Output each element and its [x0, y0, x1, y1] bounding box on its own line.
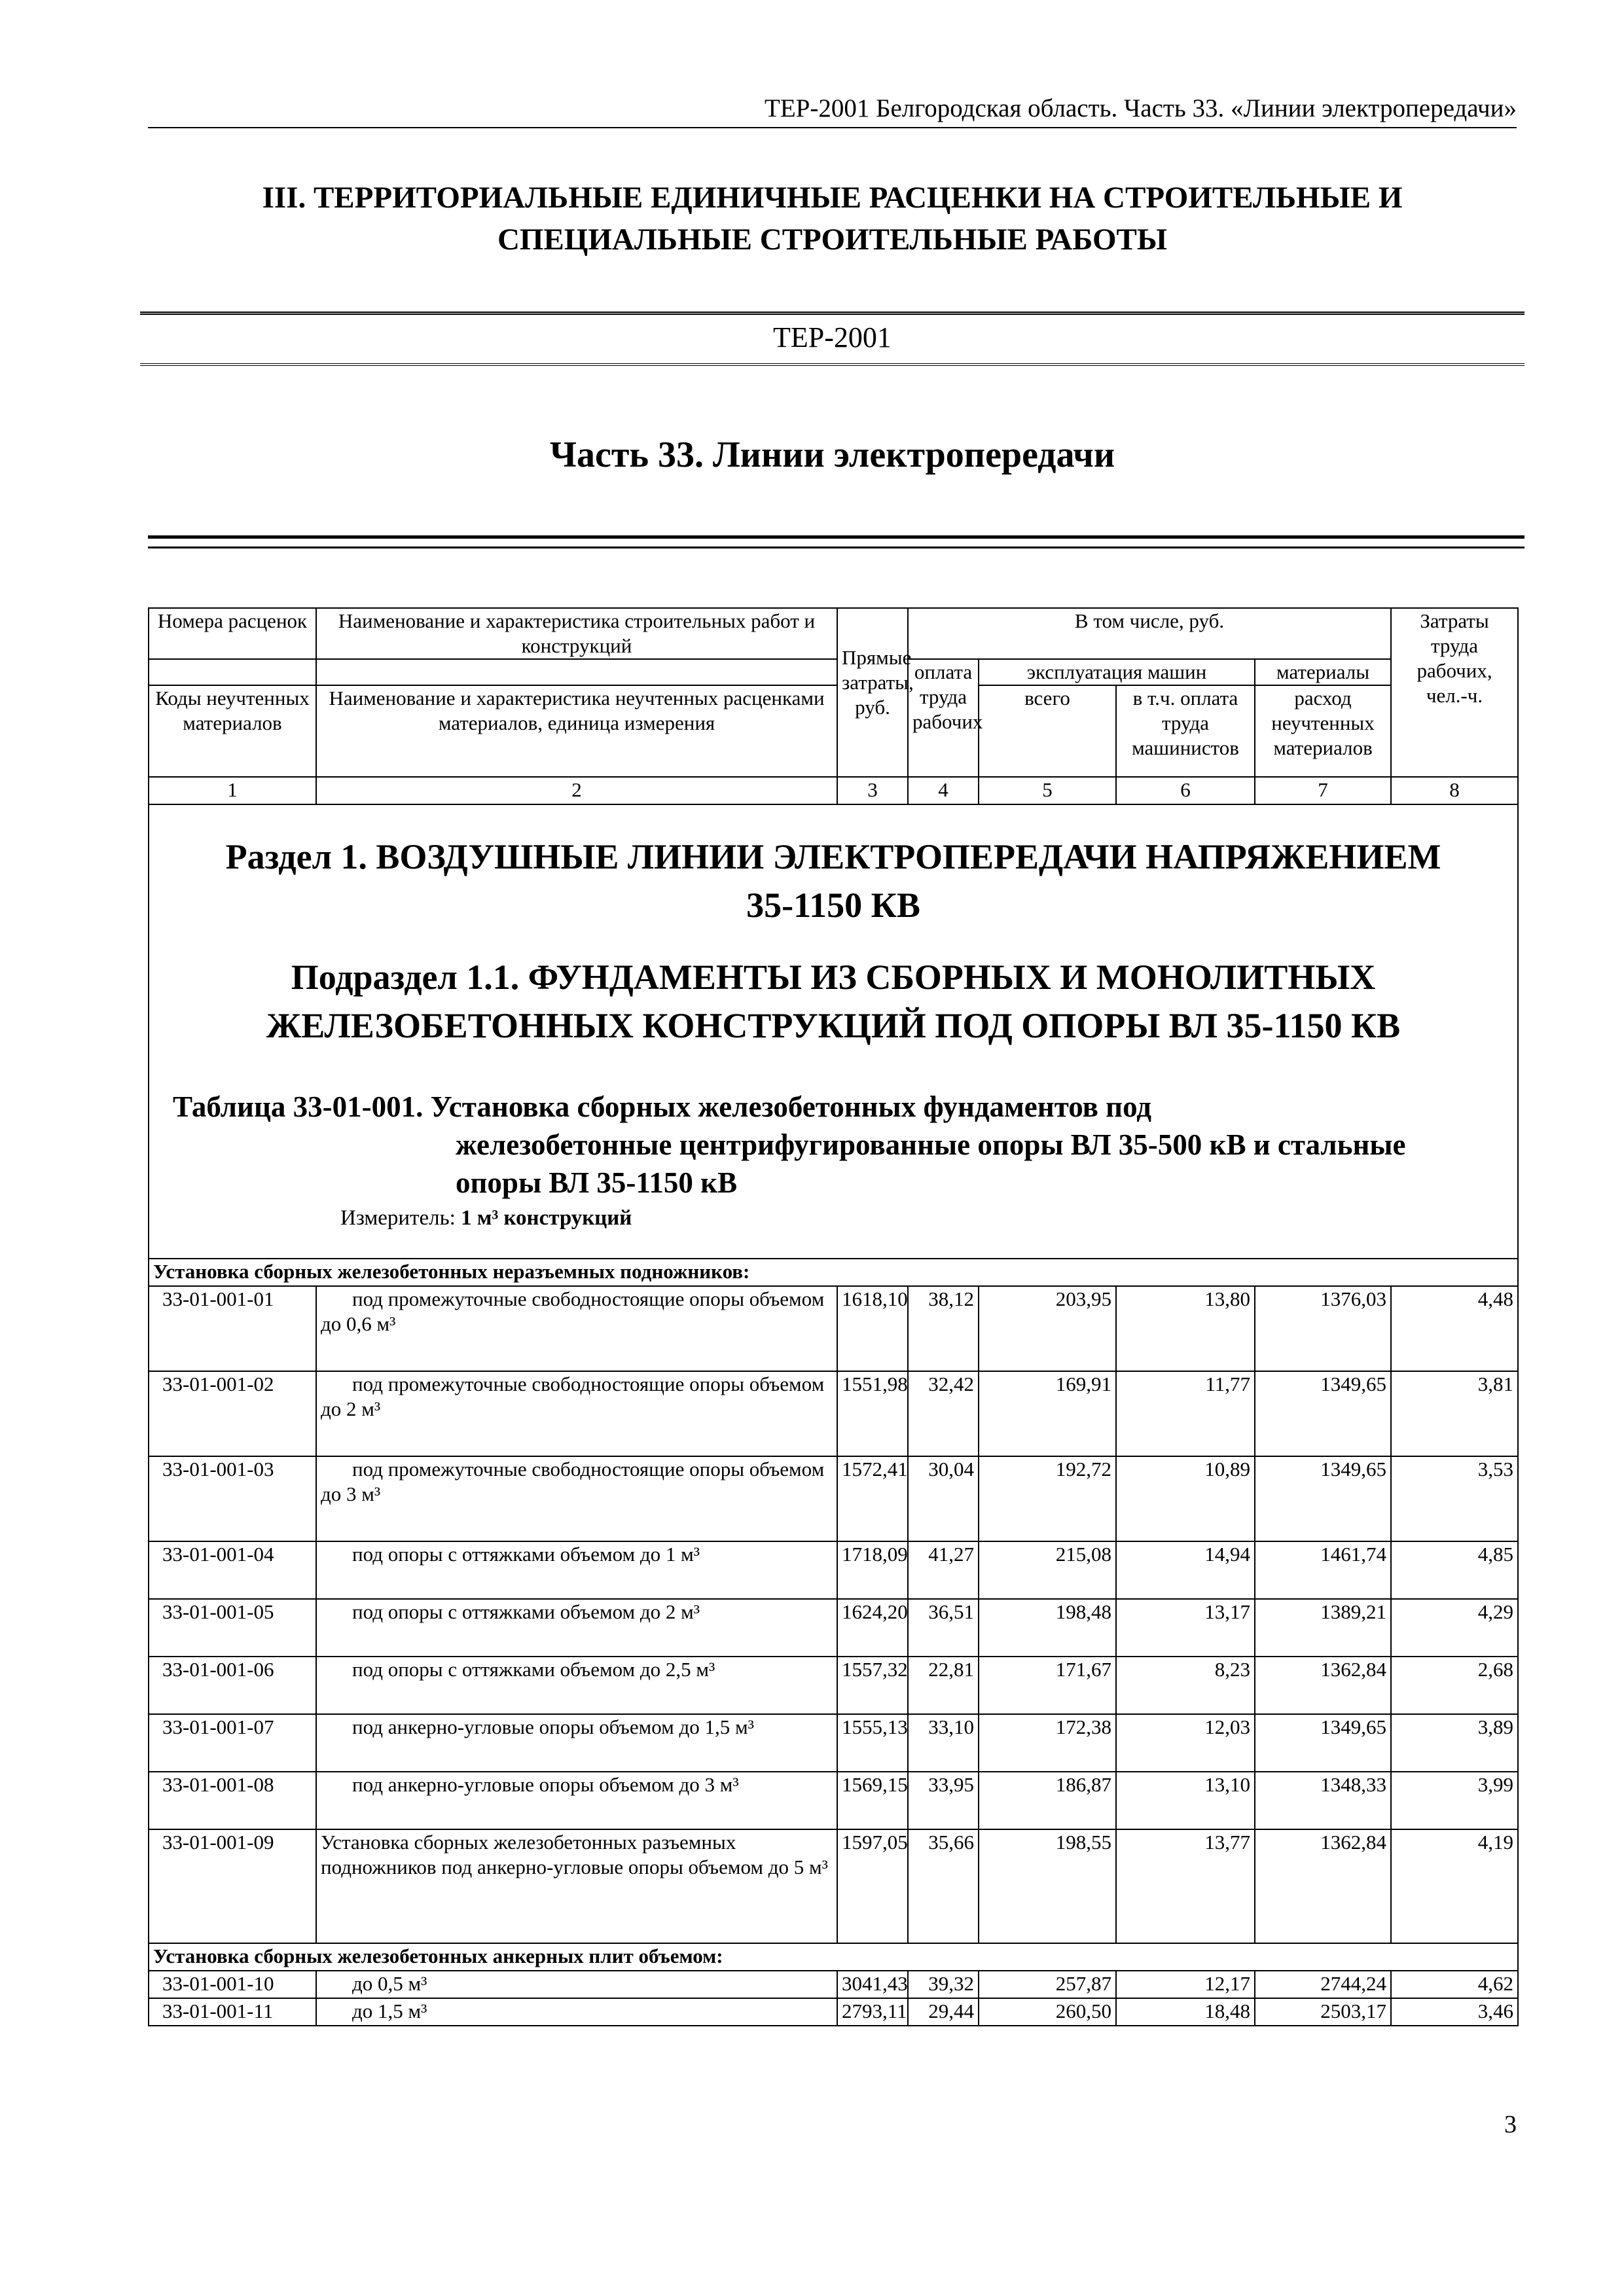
hdr-col4: оплата труда рабочих [908, 659, 979, 777]
running-header: ТЕР-2001 Белгородская область. Часть 33. «Линии электропередачи» [148, 93, 1517, 128]
group-row [149, 1259, 1518, 1286]
machinists-pay: 8,23 [1116, 1657, 1255, 1714]
labor-pay: 33,95 [908, 1772, 979, 1829]
direct-costs: 1718,09 [837, 1541, 908, 1599]
labor-pay: 22,81 [908, 1657, 979, 1714]
labor-hours: 4,62 [1391, 1971, 1518, 1998]
table-row [149, 1829, 1518, 1943]
machines-total: 198,55 [979, 1829, 1116, 1943]
table-row [149, 1456, 1518, 1541]
rate-code: 33-01-001-01 [149, 1286, 316, 1371]
direct-costs: 1597,05 [837, 1829, 908, 1943]
subsection-title [153, 953, 1513, 1050]
rates-table [148, 607, 1519, 2026]
machinists-pay: 13,77 [1116, 1829, 1255, 1943]
rate-name: до 1,5 м³ [316, 1998, 837, 2026]
machines-total: 171,67 [979, 1657, 1116, 1714]
materials-cost: 1362,84 [1255, 1829, 1391, 1943]
rate-code: 33-01-001-09 [149, 1829, 316, 1943]
labor-pay: 33,10 [908, 1714, 979, 1772]
rate-name: Установка сборных железобетонных разъемных подножников под анкерно-угловые опоры объемом до 5 м³ [316, 1829, 837, 1943]
col-number: 8 [1391, 777, 1518, 804]
direct-costs: 1618,10 [837, 1286, 908, 1371]
header-row-2 [149, 659, 1518, 685]
hdr-col1-bottom: Коды неучтенных материалов [149, 685, 316, 777]
rate-code: 33-01-001-08 [149, 1772, 316, 1829]
machines-total: 260,50 [979, 1998, 1116, 2026]
rate-name: под промежуточные свободностоящие опоры объемом до 3 м³ [316, 1456, 837, 1541]
table-row [149, 1371, 1518, 1456]
materials-cost: 1461,74 [1255, 1541, 1391, 1599]
ter-label: ТЕР-2001 [773, 321, 892, 353]
rate-name: до 0,5 м³ [316, 1971, 837, 1998]
page-number: 3 [1504, 2111, 1517, 2138]
labor-pay: 32,42 [908, 1371, 979, 1456]
hdr-col7: расход неучтенных материалов [1255, 685, 1391, 777]
labor-pay: 36,51 [908, 1599, 979, 1657]
rate-name: под опоры с оттяжками объемом до 2 м³ [316, 1599, 837, 1657]
rate-name: под промежуточные свободностоящие опоры объемом до 2 м³ [316, 1371, 837, 1456]
ter-band [140, 312, 1525, 366]
col-number: 6 [1116, 777, 1255, 804]
hdr-col6: в т.ч. оплата труда машинистов [1116, 685, 1255, 777]
machinists-pay: 11,77 [1116, 1371, 1255, 1456]
table-row [149, 1998, 1518, 2026]
direct-costs: 3041,43 [837, 1971, 908, 1998]
header-row-3 [149, 685, 1518, 777]
machines-total: 215,08 [979, 1541, 1116, 1599]
hdr-col1-spacer [149, 659, 316, 685]
rate-code: 33-01-001-11 [149, 1998, 316, 2026]
measure-unit [340, 1204, 632, 1232]
machinists-pay: 18,48 [1116, 1998, 1255, 2026]
section-title-line2: 35-1150 КВ [746, 886, 920, 925]
hdr-col5: всего [979, 685, 1116, 777]
hdr-materials: материалы [1255, 659, 1391, 685]
hdr-col2-bottom: Наименование и характеристика неучтенных расценками материалов, единица измерения [316, 685, 837, 777]
materials-cost: 1376,03 [1255, 1286, 1391, 1371]
machines-total: 186,87 [979, 1772, 1116, 1829]
table-row [149, 1971, 1518, 1998]
meter-value: 1 м³ конструкций [461, 1206, 632, 1230]
subsection-title-line1: Подраздел 1.1. ФУНДАМЕНТЫ ИЗ СБОРНЫХ И МОНОЛИТНЫХ [291, 958, 1376, 997]
labor-hours: 4,48 [1391, 1286, 1518, 1371]
labor-hours: 3,53 [1391, 1456, 1518, 1541]
direct-costs: 1555,13 [837, 1714, 908, 1772]
col-number: 3 [837, 777, 908, 804]
materials-cost: 1389,21 [1255, 1599, 1391, 1657]
labor-hours: 3,89 [1391, 1714, 1518, 1772]
rate-name: под опоры с оттяжками объемом до 2,5 м³ [316, 1657, 837, 1714]
labor-pay: 30,04 [908, 1456, 979, 1541]
materials-cost: 1349,65 [1255, 1371, 1391, 1456]
materials-cost: 1348,33 [1255, 1772, 1391, 1829]
rate-name: под анкерно-угловые опоры объемом до 1,5 м³ [316, 1714, 837, 1772]
machines-total: 172,38 [979, 1714, 1116, 1772]
direct-costs: 1624,20 [837, 1599, 908, 1657]
direct-costs: 1569,15 [837, 1772, 908, 1829]
machinists-pay: 13,80 [1116, 1286, 1255, 1371]
hdr-col1-top: Номера расценок [149, 608, 316, 659]
machinists-pay: 12,03 [1116, 1714, 1255, 1772]
labor-pay: 29,44 [908, 1998, 979, 2026]
hdr-col2-top: Наименование и характеристика строительных работ и конструкций [316, 608, 837, 659]
hdr-machines: эксплуатация машин [979, 659, 1255, 685]
meter-label: Измеритель: [340, 1206, 456, 1230]
rate-code: 33-01-001-10 [149, 1971, 316, 1998]
table-title-rest2: опоры ВЛ 35-1150 кВ [456, 1166, 738, 1199]
labor-pay: 38,12 [908, 1286, 979, 1371]
col-number: 7 [1255, 777, 1391, 804]
hdr-incl: В том числе, руб. [908, 608, 1391, 659]
rate-code: 33-01-001-02 [149, 1371, 316, 1456]
labor-pay: 41,27 [908, 1541, 979, 1599]
labor-hours: 4,19 [1391, 1829, 1518, 1943]
direct-costs: 1557,32 [837, 1657, 908, 1714]
materials-cost: 1349,65 [1255, 1456, 1391, 1541]
materials-cost: 2503,17 [1255, 1998, 1391, 2026]
direct-costs: 1551,98 [837, 1371, 908, 1456]
direct-costs: 1572,41 [837, 1456, 908, 1541]
table-row [149, 1599, 1518, 1657]
materials-cost: 1362,84 [1255, 1657, 1391, 1714]
rate-code: 33-01-001-06 [149, 1657, 316, 1714]
machinists-pay: 13,10 [1116, 1772, 1255, 1829]
machines-total: 257,87 [979, 1971, 1116, 1998]
table-title [173, 1088, 1507, 1202]
materials-cost: 2744,24 [1255, 1971, 1391, 1998]
labor-hours: 4,29 [1391, 1599, 1518, 1657]
direct-costs: 2793,11 [837, 1998, 908, 2026]
group-row [149, 1943, 1518, 1971]
machinists-pay: 13,17 [1116, 1599, 1255, 1657]
group-title: Установка сборных железобетонных анкерных плит объемом: [149, 1943, 1518, 1971]
subsection-title-line2: ЖЕЛЕЗОБЕТОННЫХ КОНСТРУКЦИЙ ПОД ОПОРЫ ВЛ 35-1150 КВ [266, 1006, 1401, 1045]
table-row [149, 1286, 1518, 1371]
rate-name: под опоры с оттяжками объемом до 1 м³ [316, 1541, 837, 1599]
group-title: Установка сборных железобетонных неразъемных подножников: [149, 1259, 1518, 1286]
hdr-col2-spacer [316, 659, 837, 685]
col-number: 1 [149, 777, 316, 804]
section-title [153, 833, 1513, 929]
labor-hours: 3,99 [1391, 1772, 1518, 1829]
rate-name: под промежуточные свободностоящие опоры объемом до 0,6 м³ [316, 1286, 837, 1371]
section-part-title: Часть 33. Линии электропередачи [549, 435, 1115, 475]
labor-hours: 4,85 [1391, 1541, 1518, 1599]
machines-total: 203,95 [979, 1286, 1116, 1371]
hdr-col3: Прямые затраты, руб. [837, 608, 908, 777]
hdr-col8: Затраты труда рабочих, чел.-ч. [1391, 608, 1518, 777]
labor-hours: 2,68 [1391, 1657, 1518, 1714]
col-number: 2 [316, 777, 837, 804]
part-title-line2: СПЕЦИАЛЬНЫЕ СТРОИТЕЛЬНЫЕ РАБОТЫ [497, 223, 1168, 257]
rate-code: 33-01-001-03 [149, 1456, 316, 1541]
table-title-lead: Таблица 33-01-001. Установка сборных железобетонных фундаментов под [173, 1090, 1152, 1123]
table-row [149, 1714, 1518, 1772]
labor-hours: 3,46 [1391, 1998, 1518, 2026]
double-rule [148, 535, 1525, 548]
machines-total: 192,72 [979, 1456, 1116, 1541]
part-title [148, 177, 1517, 260]
labor-pay: 39,32 [908, 1971, 979, 1998]
labor-pay: 35,66 [908, 1829, 979, 1943]
col-number: 4 [908, 777, 979, 804]
col-number: 5 [979, 777, 1116, 804]
labor-hours: 3,81 [1391, 1371, 1518, 1456]
rate-name: под анкерно-угловые опоры объемом до 3 м³ [316, 1772, 837, 1829]
part-title-line1: III. ТЕРРИТОРИАЛЬНЫЕ ЕДИНИЧНЫЕ РАСЦЕНКИ НА СТРОИТЕЛЬНЫЕ И [262, 181, 1403, 215]
materials-cost: 1349,65 [1255, 1714, 1391, 1772]
section-banner-row [149, 804, 1518, 1259]
machinists-pay: 10,89 [1116, 1456, 1255, 1541]
machinists-pay: 12,17 [1116, 1971, 1255, 1998]
rate-code: 33-01-001-07 [149, 1714, 316, 1772]
section-title-line1: Раздел 1. ВОЗДУШНЫЕ ЛИНИИ ЭЛЕКТРОПЕРЕДАЧИ НАПРЯЖЕНИЕМ [225, 837, 1441, 876]
column-numbers-row [149, 777, 1518, 804]
table-row [149, 1541, 1518, 1599]
rate-code: 33-01-001-05 [149, 1599, 316, 1657]
rate-code: 33-01-001-04 [149, 1541, 316, 1599]
table-title-rest1: железобетонные центрифугированные опоры ВЛ 35-500 кВ и стальные [456, 1128, 1406, 1161]
machines-total: 169,91 [979, 1371, 1116, 1456]
header-row-1 [149, 608, 1518, 659]
machines-total: 198,48 [979, 1599, 1116, 1657]
machinists-pay: 14,94 [1116, 1541, 1255, 1599]
table-row [149, 1657, 1518, 1714]
table-row [149, 1772, 1518, 1829]
